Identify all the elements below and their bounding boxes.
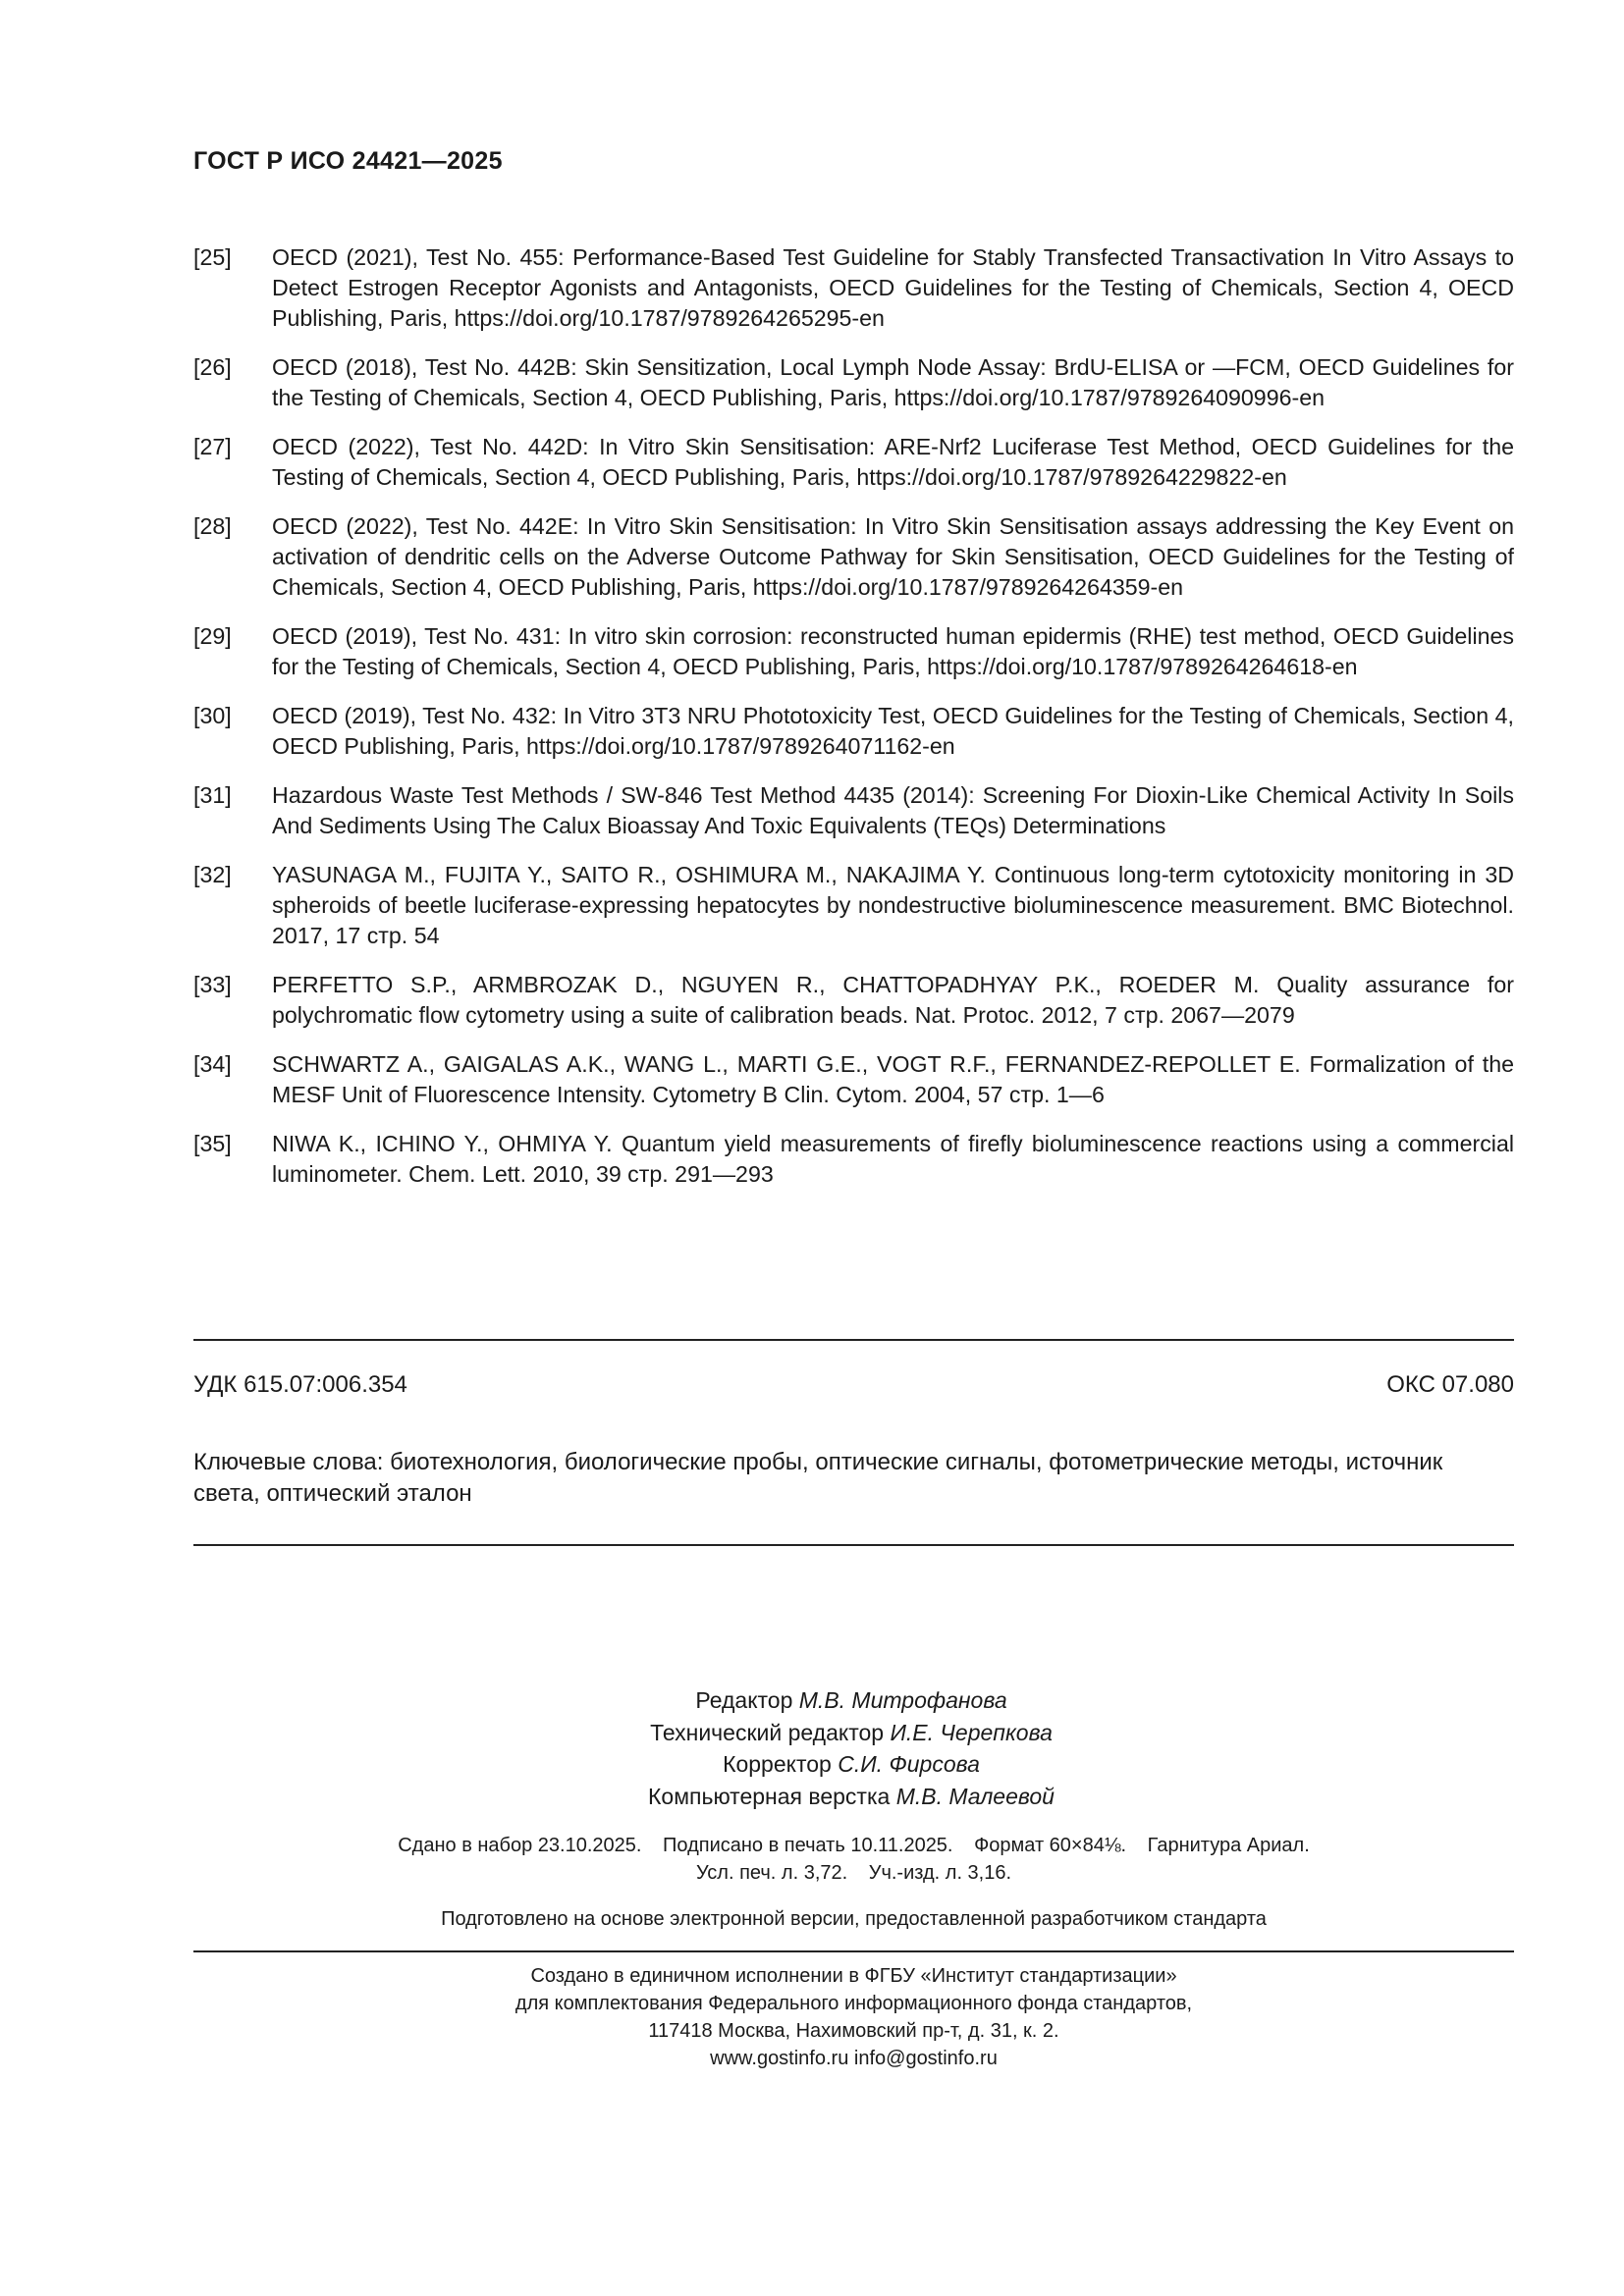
credit-line [0,1684,1624,1717]
email-link[interactable]: info@gostinfo.ru [853,2048,998,2069]
reference-number: [28] [193,513,232,539]
reference-item [193,242,1514,334]
reference-item [193,511,1514,603]
credit-line [0,1781,1624,1813]
credit-role: Редактор [695,1687,793,1713]
reference-text: OECD (2021), Test No. 455: Performance-Based Test Guideline for Stably Transfected Transactivation In Vitro Assays to Detect Estrogen Receptor Agonists and Antagonists, OECD Guidelines for the Testing of Chemicals, Section 4, OECD Publishing, Paris, https://doi.org/10.1787/9789264265295-en [272,244,1514,331]
references-list [193,242,1514,1208]
prepared-note: Подготовлено на основе электронной версии, предоставленной разработчиком стандарта [441,1908,1267,1930]
keywords-label: Ключевые слова: [193,1449,384,1475]
print-format: Формат 60×84⅛. [974,1835,1127,1856]
credit-person: И.Е. Черепкова [890,1719,1053,1745]
reference-text: OECD (2022), Test No. 442D: In Vitro Skin Sensitisation: ARE-Nrf2 Luciferase Test Method, OECD Guidelines for the Testing of Chemicals, Section 4, OECD Publishing, Paris, https://doi.org/10.1787/9789264229822-en [272,434,1514,490]
pub-sheets: Уч.-изд. л. 3,16. [868,1862,1012,1884]
credits-block [0,1684,1624,1812]
divider-keywords [193,1544,1514,1546]
reference-number: [29] [193,623,232,649]
reference-number: [34] [193,1051,232,1077]
created-line-2: для комплектования Федерального информационного фонда стандартов, [514,1993,1193,2014]
reference-item [193,621,1514,682]
credit-person: М.В. Малеевой [895,1783,1055,1809]
website-link[interactable]: www.gostinfo.ru [710,2048,849,2069]
divider-top [193,1339,1514,1341]
reference-item [193,1129,1514,1190]
reference-text: OECD (2019), Test No. 432: In Vitro 3T3 NRU Phototoxicity Test, OECD Guidelines for the Testing of Chemicals, Section 4, OECD Publishing, Paris, https://doi.org/10.1787/9789264071162-en [272,703,1514,759]
created-line-1: Создано в единичном исполнении в ФГБУ «Институт стандартизации» [530,1965,1177,1987]
divider-bottom [193,1950,1514,1952]
signed-date: Подписано в печать 10.11.2025. [663,1835,953,1856]
classification-row [193,1371,1514,1399]
reference-item [193,352,1514,413]
document-header-title: ГОСТ Р ИСО 24421—2025 [193,147,503,175]
reference-number: [32] [193,862,232,887]
credit-role: Технический редактор [650,1719,885,1745]
reference-text: OECD (2018), Test No. 442B: Skin Sensitization, Local Lymph Node Assay: BrdU-ELISA or —FCM, OECD Guidelines for the Testing of Chemicals, Section 4, OECD Publishing, Paris, https://doi.org/10.1787/9789264090996-en [272,354,1514,410]
reference-text: OECD (2019), Test No. 431: In vitro skin corrosion: reconstructed human epidermis (RHE) test method, OECD Guidelines for the Testing of Chemicals, Section 4, OECD Publishing, Paris, https://doi.org/10.1787/9789264264618-en [272,623,1514,679]
udk-code: УДК 615.07:006.354 [193,1371,407,1398]
reference-item [193,970,1514,1031]
print-info-line-2 [193,1859,1514,1887]
reference-item [193,701,1514,762]
credit-person: С.И. Фирсова [838,1751,980,1777]
reference-number: [33] [193,972,232,997]
reference-item [193,1049,1514,1110]
print-info-line-1 [193,1832,1514,1859]
created-line-3: 117418 Москва, Нахимовский пр-т, д. 31, к. 2. [648,2020,1059,2042]
submitted-date: Сдано в набор 23.10.2025. [398,1835,642,1856]
reference-number: [31] [193,782,232,808]
reference-text: OECD (2022), Test No. 442E: In Vitro Skin Sensitisation: In Vitro Skin Sensitisation assays addressing the Key Event on activation of dendritic cells on the Adverse Outcome Pathway for Skin Sensitisation, OECD Guidelines for the Testing of Chemicals, Section 4, OECD Publishing, Paris, https://doi.org/10.1787/9789264264359-en [272,513,1514,600]
reference-item [193,780,1514,841]
reference-item [193,432,1514,493]
reference-number: [27] [193,434,232,459]
print-sheets: Усл. печ. л. 3,72. [695,1862,848,1884]
reference-text: YASUNAGA M., FUJITA Y., SAITO R., OSHIMURA M., NAKAJIMA Y. Continuous long-term cytotoxicity monitoring in 3D spheroids of beetle luciferase-expressing hepatocytes by nondestructive bioluminescence measurement. BMC Biotechnol. 2017, 17 стр. 54 [272,862,1514,948]
credit-line [0,1748,1624,1781]
credit-role: Корректор [723,1751,832,1777]
reference-number: [35] [193,1131,232,1156]
keywords-block [193,1447,1514,1510]
credit-role: Компьютерная верстка [648,1783,891,1809]
contacts-line [193,2045,1514,2072]
credit-person: М.В. Митрофанова [798,1687,1007,1713]
created-note-block [193,1962,1514,2072]
reference-text: Hazardous Waste Test Methods / SW-846 Test Method 4435 (2014): Screening For Dioxin-Like Chemical Activity In Soils And Sediments Using The Calux Bioassay And Toxic Equivalents (TEQs) Determinations [272,782,1514,838]
reference-text: NIWA K., ICHINO Y., OHMIYA Y. Quantum yield measurements of firefly bioluminescence reactions using a commercial luminometer. Chem. Lett. 2010, 39 стр. 291—293 [272,1131,1514,1187]
reference-text: PERFETTO S.P., ARMBROZAK D., NGUYEN R., CHATTOPADHYAY P.K., ROEDER M. Quality assurance for polychromatic flow cytometry using a suite of calibration beads. Nat. Protoc. 2012, 7 стр. 2067—2079 [272,972,1514,1028]
print-font: Гарнитура Ариал. [1147,1835,1310,1856]
reference-number: [25] [193,244,232,270]
reference-text: SCHWARTZ A., GAIGALAS A.K., WANG L., MARTI G.E., VOGT R.F., FERNANDEZ-REPOLLET E. Formalization of the MESF Unit of Fluorescence Intensity. Cytometry B Clin. Cytom. 2004, 57 стр. 1—6 [272,1051,1514,1107]
print-info-block [193,1832,1514,1887]
keywords-text: биотехнология, биологические пробы, оптические сигналы, фотометрические методы, источник света, оптический эталон [193,1449,1443,1507]
credit-line [0,1717,1624,1749]
oks-code: ОКС 07.080 [1386,1371,1514,1398]
reference-number: [26] [193,354,232,380]
reference-number: [30] [193,703,232,728]
reference-item [193,860,1514,951]
